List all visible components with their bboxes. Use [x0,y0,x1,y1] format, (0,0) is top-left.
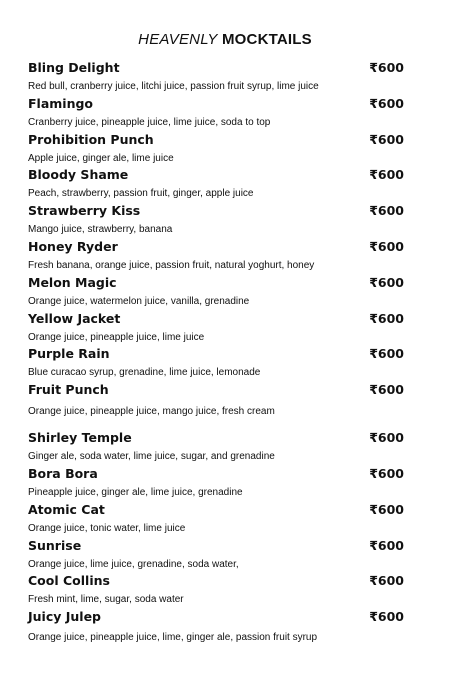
item-description: Apple juice, ginger ale, lime juice [28,153,174,164]
menu-item [28,274,408,308]
item-name: Sunrise [28,538,82,553]
item-description: Pineapple juice, ginger ale, lime juice, grenadine [28,487,243,498]
menu-item [28,381,408,418]
item-price: ₹600 [369,167,404,182]
item-description: Orange juice, pineapple juice, lime, ginger ale, passion fruit syrup [28,632,318,643]
item-name: Honey Ryder [28,239,118,254]
item-price: ₹600 [369,96,404,111]
item-price: ₹600 [369,203,404,218]
item-price: ₹600 [369,132,404,147]
item-name: Yellow Jacket [28,311,121,326]
rupee-symbol: ₹ [369,573,378,588]
item-description: Orange juice, pineapple juice, lime juice [28,332,205,343]
item-price: ₹600 [369,60,404,75]
item-description: Cranberry juice, pineapple juice, lime juice, soda to top [28,117,271,128]
menu-title-mocktails: MOCKTAILS [221,31,312,48]
rupee-symbol: ₹ [369,60,378,75]
item-description: Fresh banana, orange juice, passion fruit, natural yoghurt, honey [28,260,315,271]
rupee-symbol: ₹ [369,311,378,326]
rupee-symbol: ₹ [369,609,378,624]
item-name: Cool Collins [28,573,110,588]
item-name: Bora Bora [28,466,98,481]
rupee-symbol: ₹ [369,239,378,254]
menu-item [28,59,408,93]
item-name: Fruit Punch [28,382,109,397]
menu-item [28,238,408,272]
item-description: Orange juice, pineapple juice, mango juice, fresh cream [28,406,275,417]
menu-item [28,537,408,571]
rupee-symbol: ₹ [369,275,378,290]
item-name: Juicy Julep [28,609,102,624]
rupee-symbol: ₹ [369,132,378,147]
rupee-symbol: ₹ [369,167,378,182]
rupee-symbol: ₹ [369,502,378,517]
item-description: Fresh mint, lime, sugar, soda water [28,594,184,605]
item-price: ₹600 [369,573,404,588]
menu-item [28,131,408,165]
item-price: ₹600 [369,502,404,517]
item-name: Shirley Temple [28,430,132,445]
item-description: Red bull, cranberry juice, litchi juice, passion fruit syrup, lime juice [28,81,319,92]
item-price: ₹600 [369,466,404,481]
item-name: Strawberry Kiss [28,203,141,218]
menu-item [28,310,408,344]
menu-item [28,465,408,499]
item-price: ₹600 [369,275,404,290]
menu-item [28,166,408,200]
item-name: Prohibition Punch [28,132,154,147]
item-description: Orange juice, tonic water, lime juice [28,523,186,534]
item-price: ₹600 [369,239,404,254]
menu-item [28,429,408,463]
item-price: ₹600 [369,538,404,553]
item-name: Bling Delight [28,60,120,75]
item-description: Mango juice, strawberry, banana [28,224,173,235]
rupee-symbol: ₹ [369,203,378,218]
menu-item [28,202,408,236]
rupee-symbol: ₹ [369,466,378,481]
item-name: Purple Rain [28,346,110,361]
item-price: ₹600 [369,609,404,624]
item-price: ₹600 [369,382,404,397]
rupee-symbol: ₹ [369,96,378,111]
item-name: Melon Magic [28,275,117,290]
rupee-symbol: ₹ [369,346,378,361]
item-description: Ginger ale, soda water, lime juice, sugar, and grenadine [28,451,275,462]
rupee-symbol: ₹ [369,538,378,553]
menu-title [0,31,450,48]
item-price: ₹600 [369,311,404,326]
item-name: Flamingo [28,96,94,111]
item-price: ₹600 [369,346,404,361]
rupee-symbol: ₹ [369,382,378,397]
item-description: Orange juice, watermelon juice, vanilla, grenadine [28,296,250,307]
menu-item [28,608,408,644]
item-description: Peach, strawberry, passion fruit, ginger, apple juice [28,188,254,199]
menu-item [28,345,408,379]
menu-item [28,501,408,535]
rupee-symbol: ₹ [369,430,378,445]
menu-item [28,95,408,129]
item-description: Blue curacao syrup, grenadine, lime juice, lemonade [28,367,261,378]
item-name: Atomic Cat [28,502,105,517]
menu-title-heavenly: HEAVENLY [138,31,218,48]
item-name: Bloody Shame [28,167,129,182]
item-description: Orange juice, lime juice, grenadine, soda water, [28,559,239,570]
item-price: ₹600 [369,430,404,445]
menu-item [28,572,408,606]
